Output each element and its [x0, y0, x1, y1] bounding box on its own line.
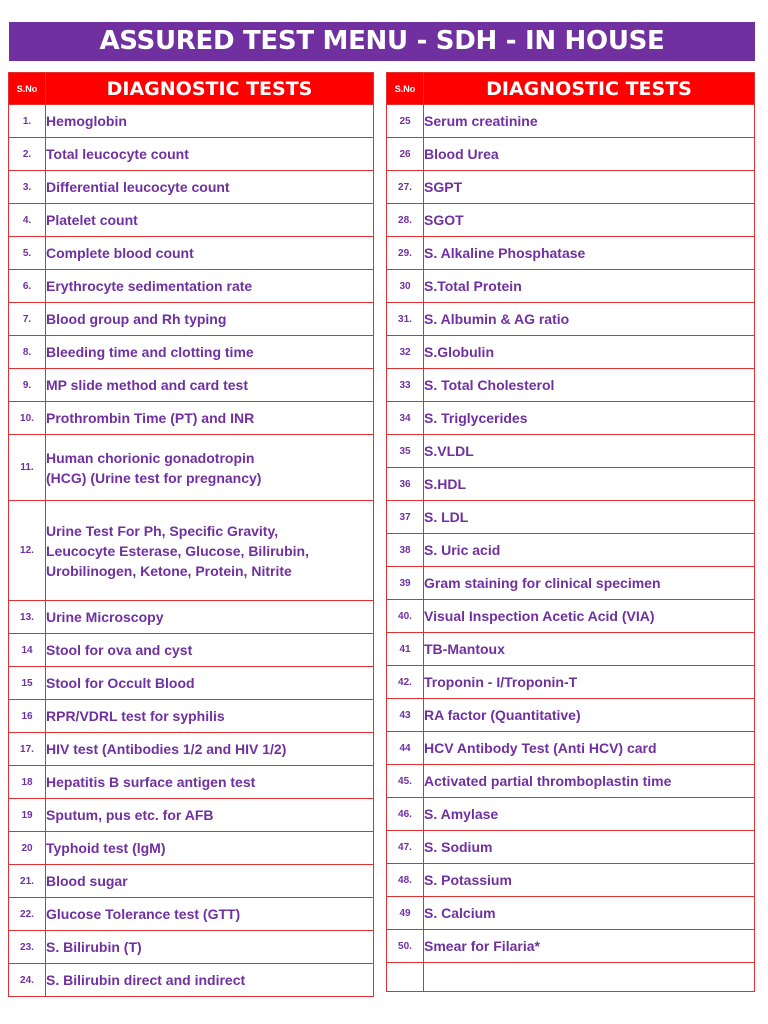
- table-row: [387, 171, 755, 204]
- table-row: [387, 105, 755, 138]
- test-name-line: S. Calcium: [424, 905, 496, 921]
- test-name-line: Prothrombin Time (PT) and INR: [46, 410, 255, 426]
- test-name: [46, 733, 374, 766]
- test-name: [46, 898, 374, 931]
- test-name-line: SGOT: [424, 212, 464, 228]
- serial-number: 10.: [9, 402, 46, 435]
- test-name-line: S. Total Cholesterol: [424, 377, 555, 393]
- table-row: [387, 897, 755, 930]
- test-name-line: Human chorionic gonadotropin: [46, 449, 255, 466]
- serial-number: 2.: [9, 138, 46, 171]
- test-name: [424, 303, 755, 336]
- table-row: [9, 435, 374, 501]
- table-row: [9, 402, 374, 435]
- test-name-line: S. Albumin & AG ratio: [424, 311, 570, 327]
- serial-number: 36: [387, 468, 424, 501]
- test-name-line: Visual Inspection Acetic Acid (VIA): [424, 608, 655, 624]
- test-name-line: S.Total Protein: [424, 278, 522, 294]
- test-name: [46, 964, 374, 997]
- test-name-line: Blood group and Rh typing: [46, 311, 227, 327]
- serial-number: 13.: [9, 601, 46, 634]
- test-name: [424, 567, 755, 600]
- serial-number: 14: [9, 634, 46, 667]
- table-row: [9, 237, 374, 270]
- serial-number: 16: [9, 700, 46, 733]
- table-row: [387, 963, 755, 992]
- test-name: [424, 369, 755, 402]
- serial-number: 7.: [9, 303, 46, 336]
- test-name-line: S. Bilirubin (T): [46, 939, 142, 955]
- test-name: [424, 897, 755, 930]
- test-name-line: Blood Urea: [424, 146, 499, 162]
- test-name: [424, 138, 755, 171]
- test-name: [46, 501, 374, 601]
- test-name-line: S.VLDL: [424, 443, 474, 459]
- test-name-line: Urobilinogen, Ketone, Protein, Nitrite: [46, 562, 292, 579]
- serial-number: 29.: [387, 237, 424, 270]
- table-row: [9, 270, 374, 303]
- table-row: [387, 336, 755, 369]
- test-name-line: S. LDL: [424, 509, 469, 525]
- table-row: [387, 534, 755, 567]
- serial-number: 25: [387, 105, 424, 138]
- serial-number: 1.: [9, 105, 46, 138]
- table-row: [9, 634, 374, 667]
- test-name-line: Hepatitis B surface antigen test: [46, 774, 256, 790]
- table-row: [387, 930, 755, 963]
- test-name-line: S.HDL: [424, 476, 466, 492]
- test-name: [424, 435, 755, 468]
- test-name: [46, 270, 374, 303]
- test-name: [46, 601, 374, 634]
- test-name-line: S. Bilirubin direct and indirect: [46, 972, 246, 988]
- test-name-line: Sputum, pus etc. for AFB: [46, 807, 214, 823]
- serial-number: 31.: [387, 303, 424, 336]
- table-row: [9, 501, 374, 601]
- test-name-line: S. Triglycerides: [424, 410, 528, 426]
- test-name: [424, 864, 755, 897]
- table-row: [387, 699, 755, 732]
- serial-number: 6.: [9, 270, 46, 303]
- test-name: [424, 534, 755, 567]
- test-name-line: Activated partial thromboplastin time: [424, 773, 672, 789]
- serial-number: 4.: [9, 204, 46, 237]
- test-name-line: Serum creatinine: [424, 113, 538, 129]
- test-name-line: Troponin - I/Troponin-T: [424, 674, 578, 690]
- test-name: [46, 435, 374, 501]
- table-row: [387, 666, 755, 699]
- table-row: [387, 600, 755, 633]
- serial-number: 17.: [9, 733, 46, 766]
- table-row: [9, 105, 374, 138]
- table-row: [9, 799, 374, 832]
- test-name-line: Urine Test For Ph, Specific Gravity,: [46, 522, 279, 539]
- serial-number: 40.: [387, 600, 424, 633]
- sno-column-header: S.No: [9, 73, 46, 105]
- serial-number: 49: [387, 897, 424, 930]
- test-name: [46, 832, 374, 865]
- right-tests-table: [386, 72, 755, 992]
- test-name-line: Platelet count: [46, 212, 138, 228]
- test-name-line: HIV test (Antibodies 1/2 and HIV 1/2): [46, 741, 287, 757]
- table-row: [387, 501, 755, 534]
- test-name: [46, 667, 374, 700]
- table-row: [9, 171, 374, 204]
- test-name-line: Gram staining for clinical specimen: [424, 575, 661, 591]
- test-name-line: Erythrocyte sedimentation rate: [46, 278, 253, 294]
- table-row: [387, 798, 755, 831]
- test-name: [424, 468, 755, 501]
- table-row: [9, 964, 374, 997]
- table-row: [387, 435, 755, 468]
- test-name: [424, 633, 755, 666]
- serial-number: 15: [9, 667, 46, 700]
- serial-number: 26: [387, 138, 424, 171]
- tests-column-header: DIAGNOSTIC TESTS: [46, 73, 374, 105]
- table-row: [387, 567, 755, 600]
- table-row: [9, 369, 374, 402]
- table-row: [387, 633, 755, 666]
- serial-number: 39: [387, 567, 424, 600]
- serial-number: 27.: [387, 171, 424, 204]
- table-row: [387, 732, 755, 765]
- test-name-line: Blood sugar: [46, 873, 128, 889]
- test-name: [424, 402, 755, 435]
- test-name-line: Glucose Tolerance test (GTT): [46, 906, 241, 922]
- test-name: [424, 336, 755, 369]
- table-row: [387, 864, 755, 897]
- serial-number: 30: [387, 270, 424, 303]
- test-name: [424, 699, 755, 732]
- test-name-line: S. Uric acid: [424, 542, 501, 558]
- serial-number: 23.: [9, 931, 46, 964]
- test-name: [424, 930, 755, 963]
- table-row: [387, 270, 755, 303]
- serial-number: 48.: [387, 864, 424, 897]
- test-name-line: TB-Mantoux: [424, 641, 505, 657]
- test-name: [424, 171, 755, 204]
- test-name: [46, 237, 374, 270]
- serial-number: 9.: [9, 369, 46, 402]
- test-name-line: S. Sodium: [424, 839, 493, 855]
- test-name-line: S. Potassium: [424, 872, 512, 888]
- test-name-line: Stool for ova and cyst: [46, 642, 193, 658]
- test-name-line: S.Globulin: [424, 344, 494, 360]
- test-name: [46, 138, 374, 171]
- test-name: [424, 105, 755, 138]
- table-header-row: [9, 73, 374, 105]
- serial-number: 46.: [387, 798, 424, 831]
- test-name: [46, 171, 374, 204]
- table-row: [9, 601, 374, 634]
- serial-number: 38: [387, 534, 424, 567]
- test-name-line: S. Alkaline Phosphatase: [424, 245, 586, 261]
- sno-column-header: S.No: [387, 73, 424, 105]
- table-row: [9, 700, 374, 733]
- test-name: [46, 303, 374, 336]
- test-name: [46, 766, 374, 799]
- test-name: [46, 336, 374, 369]
- serial-number: 42.: [387, 666, 424, 699]
- table-row: [9, 138, 374, 171]
- test-name-line: Typhoid test (lgM): [46, 840, 166, 856]
- serial-number: 5.: [9, 237, 46, 270]
- table-row: [387, 204, 755, 237]
- serial-number: 11.: [9, 435, 46, 501]
- test-name-line: RPR/VDRL test for syphilis: [46, 708, 225, 724]
- table-row: [387, 468, 755, 501]
- test-name-line: RA factor (Quantitative): [424, 707, 581, 723]
- test-name-line: MP slide method and card test: [46, 377, 249, 393]
- test-name-line: SGPT: [424, 179, 463, 195]
- serial-number: 21.: [9, 865, 46, 898]
- table-header-row: [387, 73, 755, 105]
- test-name: [46, 799, 374, 832]
- serial-number: 34: [387, 402, 424, 435]
- tests-column-header: DIAGNOSTIC TESTS: [424, 73, 755, 105]
- test-name-line: Smear for Filaria*: [424, 938, 540, 954]
- serial-number: 43: [387, 699, 424, 732]
- test-name-line: S. Amylase: [424, 806, 499, 822]
- serial-number: 44: [387, 732, 424, 765]
- serial-number: 12.: [9, 501, 46, 601]
- table-row: [387, 237, 755, 270]
- table-row: [9, 766, 374, 799]
- test-name: [424, 666, 755, 699]
- test-name: [46, 105, 374, 138]
- table-row: [387, 303, 755, 336]
- test-name-line: Bleeding time and clotting time: [46, 344, 254, 360]
- test-name: [46, 700, 374, 733]
- table-row: [9, 733, 374, 766]
- table-row: [9, 931, 374, 964]
- test-name: [424, 270, 755, 303]
- test-name: [424, 600, 755, 633]
- serial-number: 45.: [387, 765, 424, 798]
- serial-number: 47.: [387, 831, 424, 864]
- test-name: [46, 865, 374, 898]
- serial-number: 35: [387, 435, 424, 468]
- test-name: [424, 501, 755, 534]
- serial-number: 24.: [9, 964, 46, 997]
- serial-number: 20: [9, 832, 46, 865]
- table-row: [387, 369, 755, 402]
- test-name-line: Stool for Occult Blood: [46, 675, 195, 691]
- table-row: [387, 402, 755, 435]
- table-row: [9, 336, 374, 369]
- table-row: [9, 667, 374, 700]
- test-name-line: Differential leucocyte count: [46, 179, 230, 195]
- test-name: [424, 798, 755, 831]
- table-row: [387, 831, 755, 864]
- test-name: [424, 765, 755, 798]
- test-name-line: HCV Antibody Test (Anti HCV) card: [424, 740, 657, 756]
- serial-number: 19: [9, 799, 46, 832]
- table-row: [9, 204, 374, 237]
- table-row: [9, 303, 374, 336]
- test-name-line: Leucocyte Esterase, Glucose, Bilirubin,: [46, 542, 309, 559]
- serial-number: 22.: [9, 898, 46, 931]
- test-name: [424, 237, 755, 270]
- test-name: [46, 634, 374, 667]
- test-name-line: Urine Microscopy: [46, 609, 164, 625]
- test-name-line: Complete blood count: [46, 245, 194, 261]
- test-name-line: (HCG) (Urine test for pregnancy): [46, 469, 262, 486]
- left-tests-table: [8, 72, 374, 997]
- test-name: [46, 402, 374, 435]
- test-name-line: Total leucocyte count: [46, 146, 189, 162]
- test-name: [46, 931, 374, 964]
- serial-number: 32: [387, 336, 424, 369]
- test-name-line: Hemoglobin: [46, 113, 127, 129]
- table-row: [387, 765, 755, 798]
- table-row: [9, 898, 374, 931]
- table-row: [9, 865, 374, 898]
- serial-number: 33: [387, 369, 424, 402]
- serial-number: 41: [387, 633, 424, 666]
- serial-number: 18: [9, 766, 46, 799]
- test-name: [424, 963, 755, 992]
- serial-number: [387, 963, 424, 992]
- test-name: [424, 831, 755, 864]
- serial-number: 37: [387, 501, 424, 534]
- serial-number: 50.: [387, 930, 424, 963]
- table-row: [387, 138, 755, 171]
- test-name: [424, 204, 755, 237]
- table-row: [9, 832, 374, 865]
- test-name: [46, 204, 374, 237]
- test-name: [46, 369, 374, 402]
- page-title: ASSURED TEST MENU - SDH - IN HOUSE: [9, 22, 755, 61]
- serial-number: 28.: [387, 204, 424, 237]
- test-name: [424, 732, 755, 765]
- serial-number: 3.: [9, 171, 46, 204]
- serial-number: 8.: [9, 336, 46, 369]
